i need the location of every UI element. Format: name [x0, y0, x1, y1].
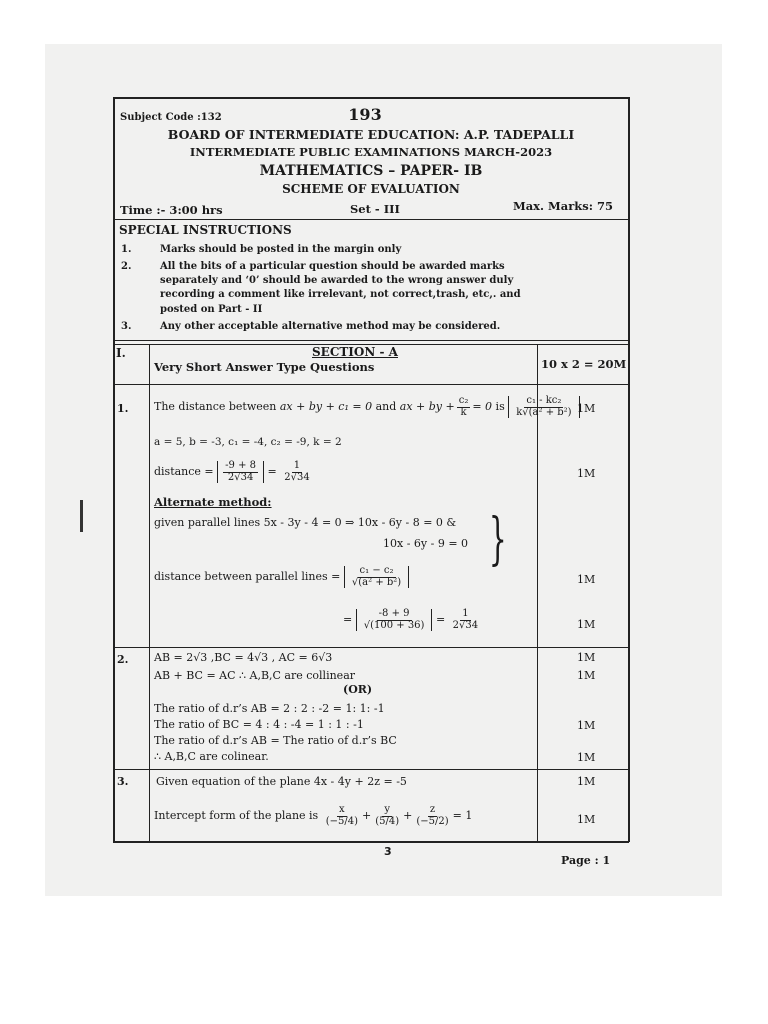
page-label: Page : 1: [561, 854, 611, 867]
q2-or: (OR): [343, 683, 373, 696]
q1-mark-3: 1M: [577, 573, 596, 586]
section-title: SECTION - A: [312, 345, 398, 359]
right-brace: }: [488, 507, 507, 572]
q3-number: 3.: [117, 775, 129, 788]
q1-and: and: [375, 400, 397, 413]
instruction-num-1: 1.: [121, 244, 132, 255]
q2-line4: The ratio of BC = 4 : 4 : -4 = 1 : 1 : -1: [154, 718, 364, 731]
exam-title: INTERMEDIATE PUBLIC EXAMINATIONS MARCH-2023: [189, 145, 553, 159]
instruction-text-2a: All the bits of a particular question should be awarded marks: [160, 261, 505, 272]
q2-line2: AB + BC = AC ∴ A,B,C are collinear: [154, 669, 356, 682]
q1-intro: The distance between: [154, 400, 277, 413]
scheme-title: SCHEME OF EVALUATION: [282, 182, 460, 196]
q2-line3: The ratio of d.r’s AB = 2 : 2 : -2 = 1: 1: -1: [154, 702, 385, 715]
header-divider: [113, 219, 629, 220]
frame-top: [113, 97, 629, 99]
row-divider-q2: [113, 647, 629, 648]
frame-bottom: [113, 841, 629, 843]
q1-alt-line1: given parallel lines 5x - 3y - 4 = 0 ⇒ 10x - 6y - 8 = 0 &: [154, 516, 457, 529]
frame-right: [628, 97, 630, 842]
q2-number: 2.: [117, 653, 129, 666]
instruction-text-2c: recording a comment like irrelevant, not correct,trash, etc,. and: [160, 289, 521, 300]
q3-mark-2: 1M: [577, 813, 596, 826]
question-column-rule: [149, 344, 150, 842]
q1-is: is: [495, 400, 505, 413]
q2-mark-3: 1M: [577, 719, 596, 732]
q1-distance: distance = $\frac{-9 + 8}{2√34}$ = $\frac{1}{2√34}$: [154, 460, 310, 483]
q1-mark-2: 1M: [577, 467, 596, 480]
q2-mark-2: 1M: [577, 669, 596, 682]
board-title: BOARD OF INTERMEDIATE EDUCATION: A.P. TADEPALLI: [167, 127, 575, 142]
row-divider-q3: [113, 769, 629, 770]
q2-mark-4: 1M: [577, 751, 596, 764]
section-roman: I.: [116, 346, 126, 360]
q1-mark-1: 1M: [577, 402, 596, 415]
max-marks: Max. Marks: 75: [513, 199, 613, 213]
section-marks: 10 x 2 = 20M: [541, 357, 627, 371]
instruction-text-3: Any other acceptable alternative method may be considered.: [160, 321, 501, 332]
q1-line2-post: = 0: [472, 400, 493, 413]
instruction-text-2b: separately and ‘0’ should be awarded to the wrong answer duly: [160, 275, 514, 286]
q1-line1: ax + by + c₁ = 0: [279, 400, 373, 413]
q1-c2-over-k: $\frac{\text{c₂}}{k}$: [458, 395, 469, 418]
q1-number: 1.: [117, 402, 129, 415]
marks-column-rule: [537, 344, 538, 842]
section-subtitle: Very Short Answer Type Questions: [154, 360, 375, 374]
q1-values: a = 5, b = -3, c₁ = -4, c₂ = -9, k = 2: [154, 436, 342, 448]
instruction-text-1: Marks should be posted in the margin only: [160, 244, 402, 255]
row-divider-q1: [113, 384, 629, 385]
q1-parallel-distance: distance between parallel lines = $\frac{\text{c₁ − c₂}}{\text{√(a² + b²)}}$: [154, 566, 409, 588]
instruction-num-3: 3.: [121, 321, 132, 332]
q2-line6: ∴ A,B,C are colinear.: [154, 750, 269, 763]
subject-title: MATHEMATICS – PAPER- IB: [259, 163, 483, 179]
set-label: Set - III: [350, 202, 400, 216]
q2-mark-1: 1M: [577, 651, 596, 664]
q1-formula: $\frac{\text{c₁ - kc₂}}{\text{k√(a² + b²)}}$: [508, 396, 579, 418]
margin-pen-mark: [80, 500, 83, 532]
q1-final: = $\frac{-8 + 9}{√(100 + 36)}$ = $\frac{1}{2√34}$: [343, 608, 479, 631]
frame-left: [113, 97, 115, 842]
alternate-method-heading: Alternate method:: [154, 495, 272, 509]
q2-line1: AB = 2√3 ,BC = 4√3 , AC = 6√3: [154, 651, 333, 664]
q3-mark-1: 1M: [577, 775, 596, 788]
q1-mark-4: 1M: [577, 618, 596, 631]
section-divider-top: [113, 340, 629, 341]
instructions-heading: SPECIAL INSTRUCTIONS: [119, 223, 292, 237]
subject-code: Subject Code :132: [120, 112, 222, 123]
q2-line5: The ratio of d.r’s AB = The ratio of d.r’s BC: [154, 734, 397, 747]
q3-intercept: Intercept form of the plane is $\frac{x}{(-5/4)}$ + $\frac{y}{(5/4)}$ + $\frac{z}{(-5/2)}$ = 1: [154, 804, 473, 827]
q1-alt-line2: 10x - 6y - 9 = 0: [383, 537, 469, 550]
instruction-num-2: 2.: [121, 261, 132, 272]
instruction-text-2d: posted on Part - II: [160, 304, 263, 315]
q1-line2-pre: ax + by +: [399, 400, 455, 413]
q1-statement: [154, 396, 580, 418]
page-center-number: 3: [384, 845, 392, 858]
time-label: Time :- 3:00 hrs: [120, 203, 223, 217]
paper-number: 193: [348, 105, 382, 124]
q3-line1: Given equation of the plane 4x - 4y + 2z = -5: [156, 775, 407, 788]
